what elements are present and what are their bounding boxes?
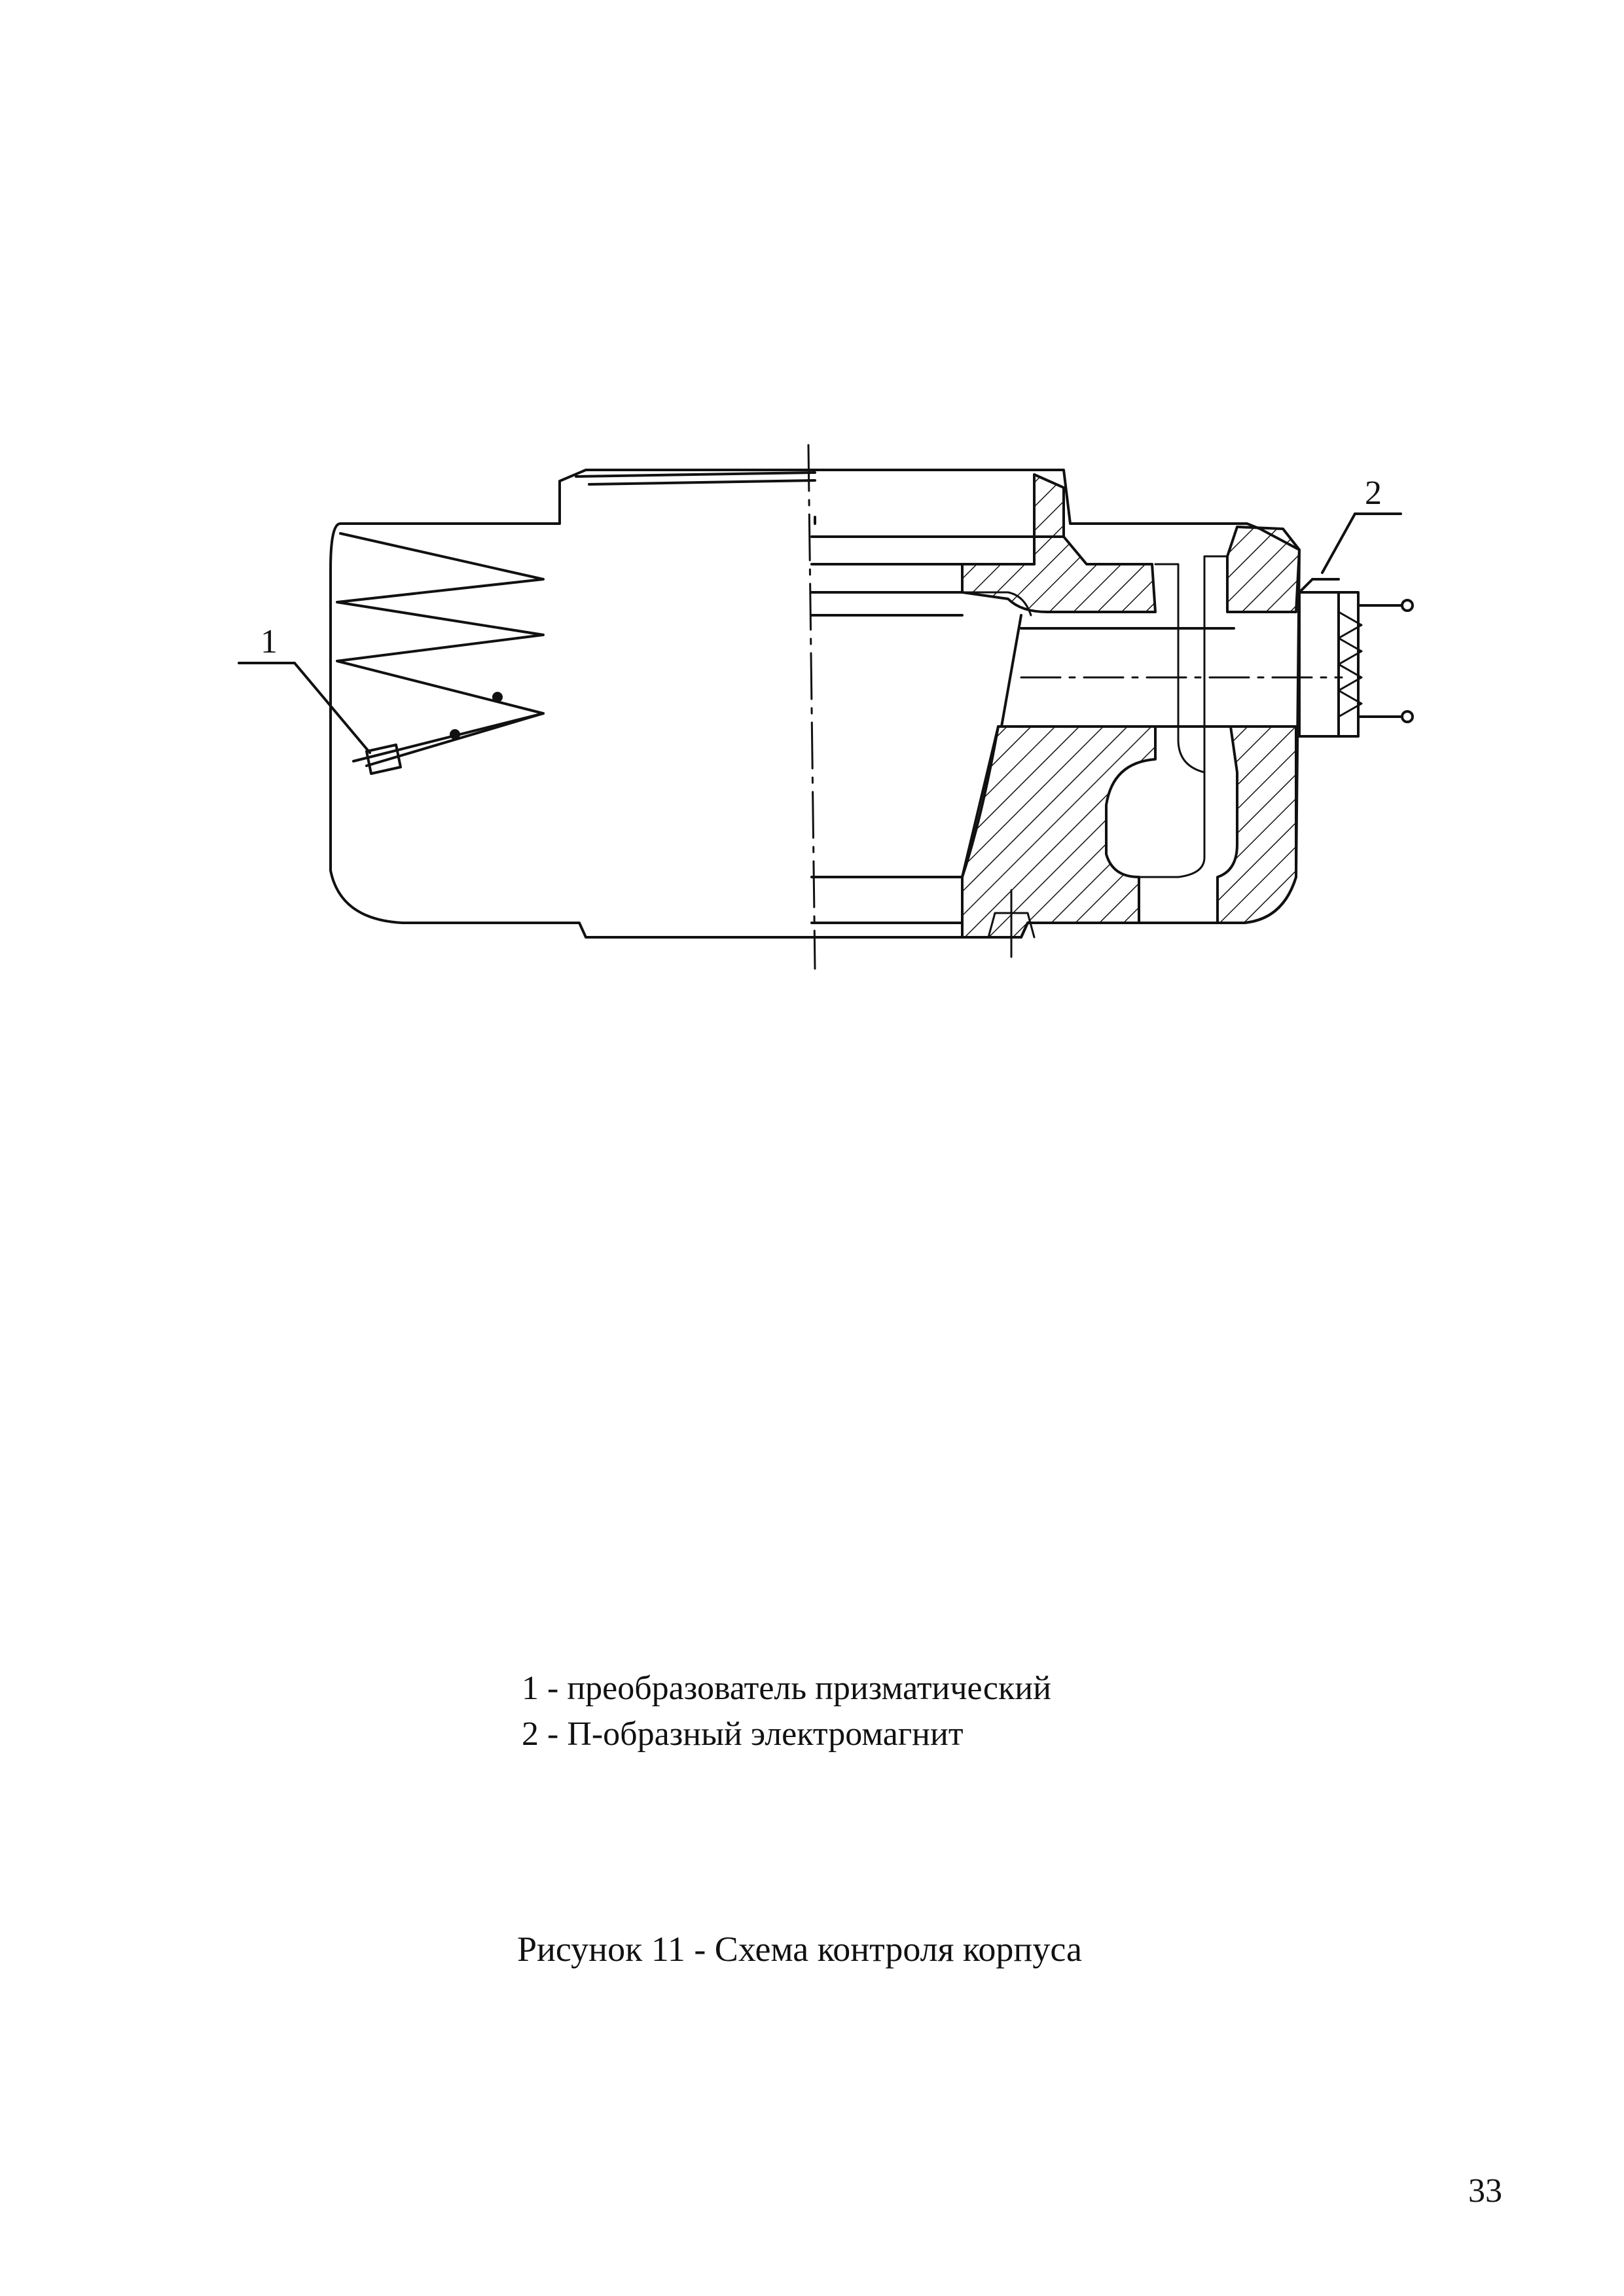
- legend-item-1: 1 - преобразователь призматический: [522, 1670, 1051, 1707]
- callout-2-label: 2: [1365, 475, 1382, 512]
- section-hatch-right-top: [1227, 527, 1299, 612]
- section-hatch-right-bottom: [1218, 726, 1296, 923]
- legend-item-2: 2 - П-образный электромагнит: [522, 1715, 964, 1753]
- callout-2-leader: [1322, 514, 1355, 573]
- housing-outline: [331, 470, 1299, 937]
- legend: [522, 1666, 1051, 1757]
- beam-path: [337, 533, 543, 766]
- u-shaped-electromagnet: [1299, 592, 1358, 736]
- page-number: 33: [1468, 2172, 1502, 2210]
- prismatic-transducer: [367, 745, 401, 774]
- terminal-bottom: [1402, 711, 1413, 722]
- figure-caption: Рисунок 11 - Схема контроля корпуса: [517, 1929, 1082, 1969]
- callout-1-label: 1: [261, 623, 278, 660]
- terminal-top: [1402, 600, 1413, 611]
